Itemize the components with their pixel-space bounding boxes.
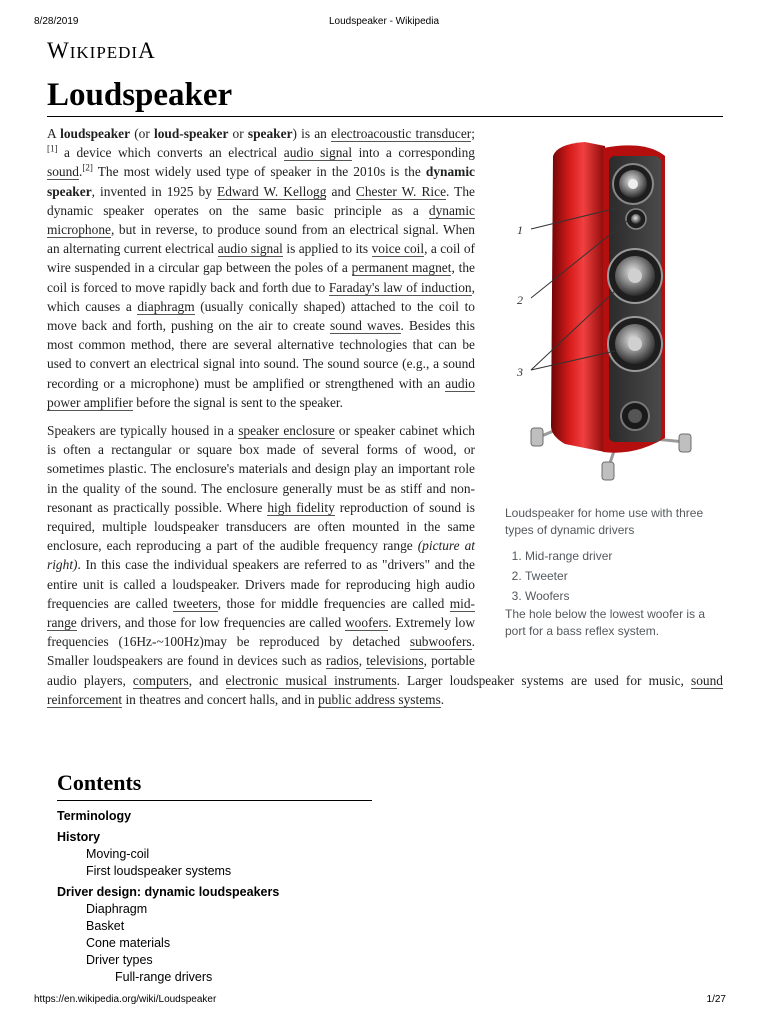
callout-3: 3 — [517, 365, 523, 379]
intro-paragraph: A loudspeaker (or loud-speaker or speaker) is an electroacoustic transducer;[1] a device which converts an electrical audio signal into a corresponding sound.[2] The most widely used type of speaker in the 2010s is the dynamic speaker, invented in 1925 by Edward W. Kellogg and Chester W. Rice. The dynamic speaker operates on the same basic principle as a dynamic microphone, but in reverse, to produce sound from an electrical signal. When an alternating current electrical audio signal is applied to its voice coil, a coil of wire suspended in a circular gap between the poles of a permanent magnet, the coil is forced to move rapidly back and forth due to Faraday's law of induction, which causes a diaphragm (usually conically shaped) attached to the coil to move back and forth, pushing on the air to create sound waves. Besides this most common method, there are several alternative technologies that can be used to convert an electrical signal into sound. The sound source (e.g., a sound recording or a microphone) must be amplified or strengthened with an audio power amplifier before the signal is sent to the speaker. — [47, 126, 476, 410]
link-edward-kellogg[interactable]: Edward W. Kellogg — [217, 183, 327, 199]
link-audio-signal[interactable]: audio signal — [283, 145, 353, 161]
italic-note: (picture at right) — [47, 538, 475, 573]
page-title: Loudspeaker — [47, 76, 723, 117]
print-date: 8/28/2019 — [34, 16, 79, 27]
caption-text: Loudspeaker for home use with three types of dynamic drivers — [505, 506, 704, 537]
link-audio-power-amplifier[interactable]: audio power amplifier — [47, 375, 475, 410]
woofer-driver-upper — [608, 249, 662, 303]
caption-item: 2. Tweeter — [525, 568, 723, 585]
callout-1: 1 — [517, 223, 523, 237]
link-sound[interactable]: sound — [47, 164, 79, 180]
table-of-contents — [57, 770, 372, 986]
article-body — [47, 124, 723, 718]
bass-reflex-port — [621, 402, 649, 430]
toc-item-moving-coil[interactable]: Moving-coil — [86, 847, 150, 861]
bold-term: speaker — [247, 126, 293, 141]
wordmark-initial: W — [47, 38, 70, 63]
link-mid-range[interactable]: mid-range — [47, 595, 475, 631]
wordmark-final: A — [138, 38, 156, 63]
link-electroacoustic-transducer[interactable]: electroacoustic transducer — [331, 126, 472, 141]
link-audio-signal[interactable]: audio signal — [217, 241, 283, 257]
wikipedia-wordmark[interactable] — [47, 38, 156, 64]
link-speaker-enclosure[interactable]: speaker enclosure — [238, 423, 335, 439]
print-header — [0, 16, 768, 32]
toc-item-history[interactable]: History — [57, 830, 101, 844]
bold-term: loudspeaker — [60, 126, 131, 141]
caption-list — [505, 548, 723, 605]
toc-item-full-range[interactable]: Full-range drivers — [115, 970, 213, 984]
link-high-fidelity[interactable]: high fidelity — [267, 499, 335, 515]
print-page-number: 1/27 — [706, 994, 726, 1005]
figure-caption — [505, 505, 723, 639]
link-voice-coil[interactable]: voice coil — [371, 241, 425, 257]
link-subwoofers[interactable]: subwoofers — [409, 634, 472, 650]
link-sound-reinforcement[interactable]: sound reinforcement — [47, 672, 723, 707]
link-radios[interactable]: radios — [326, 653, 359, 669]
mid-range-driver — [613, 164, 653, 204]
toc-item-driver-types[interactable]: Driver types — [86, 953, 153, 967]
enclosure-paragraph: Speakers are typically housed in a speaker enclosure or speaker cabinet which is often a rectangular or square box made of several forms of wood, or sometimes plastic. The enclosure's materials and design play an important role in the quality of the sound. The enclosure generally must be as stiff and non-resonant as practically possible. Where high fidelity reproduction of sound is required, multiple loudspeaker transducers are often mounted in the same enclosure, each reproducing a part of the audible frequency range (picture at right). In this case the individual speakers are referred to as "drivers" and the entire unit is called a loudspeaker. Drivers made for reproducing high audio frequencies are called tweeters, those for middle frequencies are called mid-range drivers, and those for low frequencies are called woofers. Extremely low frequencies (16Hz-~100Hz)may be reproduced by detached subwoofers. Smaller loudspeakers are found in devices such as radios, televisions, portable audio players, computers, and electronic musical instruments. Larger loudspeaker systems are used for music, sound reinforcement in theatres and concert halls, and in public address systems. — [47, 423, 723, 707]
link-televisions[interactable]: televisions — [366, 653, 424, 669]
reference-2[interactable]: [2] — [82, 162, 93, 173]
callout-2: 2 — [517, 293, 523, 307]
bold-term: dynamic speaker — [47, 164, 475, 199]
print-footer — [0, 994, 768, 1010]
link-permanent-magnet[interactable]: permanent magnet — [351, 260, 452, 276]
woofer-driver-lower — [608, 317, 662, 371]
bold-term: loud-speaker — [153, 126, 229, 141]
link-diaphragm[interactable]: diaphragm — [137, 298, 195, 314]
link-chester-rice[interactable]: Chester W. Rice — [355, 183, 447, 199]
link-sound-waves[interactable]: sound waves — [330, 318, 401, 334]
link-faradays-law[interactable]: Faraday's law of induction — [328, 279, 472, 295]
toc-item-driver-design[interactable]: Driver design: dynamic loudspeakers — [57, 885, 280, 899]
link-computers[interactable]: computers — [132, 672, 189, 688]
toc-item-cone-materials[interactable]: Cone materials — [86, 936, 171, 950]
toc-title: Contents — [57, 770, 372, 801]
toc-item-diaphragm[interactable]: Diaphragm — [86, 902, 148, 916]
reference-1[interactable]: [1] — [47, 143, 58, 154]
caption-note: The hole below the lowest woofer is a port for a bass reflex system. — [505, 607, 706, 638]
link-woofers[interactable]: woofers — [345, 615, 389, 631]
loudspeaker-image — [505, 126, 723, 501]
caption-item: 3. Woofers — [525, 588, 723, 605]
caption-item: 1. Mid-range driver — [525, 548, 723, 565]
cabinet-side — [551, 142, 605, 452]
print-url: https://en.wikipedia.org/wiki/Loudspeaker — [34, 994, 217, 1005]
toc-item-first-systems[interactable]: First loudspeaker systems — [86, 864, 232, 878]
toc-item-basket[interactable]: Basket — [86, 919, 125, 933]
link-public-address-systems[interactable]: public address systems — [318, 691, 441, 707]
link-dynamic-microphone[interactable]: dynamic microphone — [47, 202, 475, 238]
link-electronic-musical-instruments[interactable]: electronic musical instruments — [225, 672, 397, 688]
tweeter-driver — [626, 209, 646, 229]
link-tweeters[interactable]: tweeters — [173, 595, 218, 611]
toc-item-terminology[interactable]: Terminology — [57, 809, 132, 823]
infobox-figure — [505, 126, 723, 653]
print-tab-title: Loudspeaker - Wikipedia — [328, 16, 440, 27]
wordmark-middle: IKIPEDI — [69, 43, 139, 62]
